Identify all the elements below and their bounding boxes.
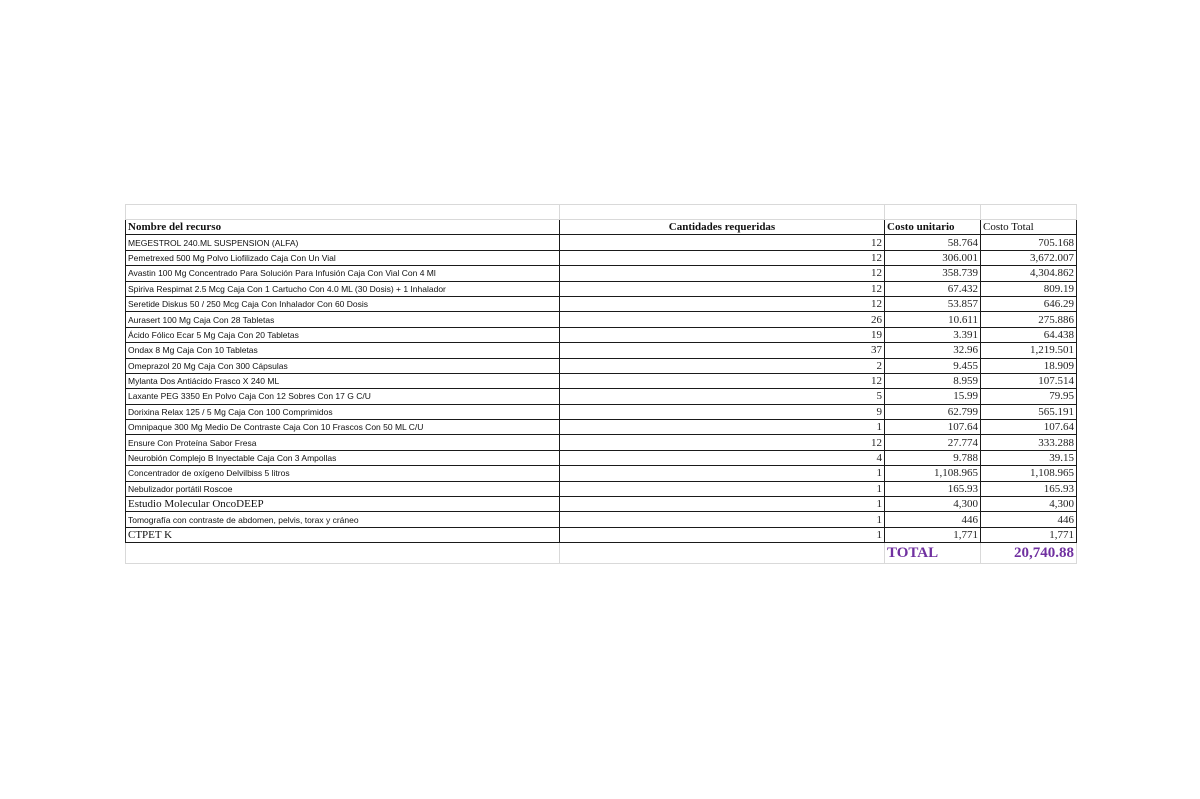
table-row [126,435,1077,450]
table-row [126,527,1077,542]
cell-total-cost[interactable]: 4,304.862 [981,266,1077,281]
cell-resource-name[interactable]: Nebulizador portátil Roscoe [126,481,560,496]
cell[interactable] [885,205,981,220]
header-total-cost[interactable]: Costo Total [981,220,1077,235]
cell-total-cost[interactable]: 107.514 [981,373,1077,388]
spreadsheet [125,204,1076,564]
table-row [126,312,1077,327]
cell-quantity[interactable]: 12 [560,296,885,311]
table-row [126,327,1077,342]
cell-total-cost[interactable]: 79.95 [981,389,1077,404]
cell-unit-cost[interactable]: 4,300 [885,497,981,512]
cell-quantity[interactable]: 1 [560,512,885,527]
cell-resource-name[interactable]: Aurasert 100 Mg Caja Con 28 Tabletas [126,312,560,327]
cell-total-cost[interactable]: 3,672.007 [981,250,1077,265]
cell-resource-name[interactable]: Spiriva Respimat 2.5 Mcg Caja Con 1 Cartucho Con 4.0 ML (30 Dosis) + 1 Inhalador [126,281,560,296]
cell-quantity[interactable]: 2 [560,358,885,373]
cell[interactable] [560,543,885,564]
cell-resource-name[interactable]: Seretide Diskus 50 / 250 Mcg Caja Con Inhalador Con 60 Dosis [126,296,560,311]
cell-unit-cost[interactable]: 32.96 [885,343,981,358]
cell-total-cost[interactable]: 1,219.501 [981,343,1077,358]
cell-total-cost[interactable]: 165.93 [981,481,1077,496]
cell-unit-cost[interactable]: 62.799 [885,404,981,419]
cell-resource-name[interactable]: Avastin 100 Mg Concentrado Para Solución Para Infusión Caja Con Vial Con 4 Ml [126,266,560,281]
table-row [126,404,1077,419]
cell-quantity[interactable]: 1 [560,466,885,481]
cell-unit-cost[interactable]: 53.857 [885,296,981,311]
cell-unit-cost[interactable]: 1,108.965 [885,466,981,481]
cell-resource-name[interactable]: Dorixina Relax 125 / 5 Mg Caja Con 100 Comprimidos [126,404,560,419]
cell-unit-cost[interactable]: 27.774 [885,435,981,450]
cell-quantity[interactable]: 37 [560,343,885,358]
header-row [126,220,1077,235]
cell-resource-name[interactable]: Ondax 8 Mg Caja Con 10 Tabletas [126,343,560,358]
cell-quantity[interactable]: 1 [560,481,885,496]
cell[interactable] [981,205,1077,220]
cell-resource-name[interactable]: Concentrador de oxígeno Delvilbiss 5 litros [126,466,560,481]
cell-total-cost[interactable]: 64.438 [981,327,1077,342]
cell-resource-name[interactable]: Omnipaque 300 Mg Medio De Contraste Caja Con 10 Frascos Con 50 ML C/U [126,420,560,435]
cell-quantity[interactable]: 12 [560,373,885,388]
table-row [126,266,1077,281]
cell-unit-cost[interactable]: 306.001 [885,250,981,265]
table-row [126,450,1077,465]
cell-total-cost[interactable]: 646.29 [981,296,1077,311]
cell-unit-cost[interactable]: 446 [885,512,981,527]
cell-quantity[interactable]: 12 [560,250,885,265]
header-unit-cost[interactable]: Costo unitario [885,220,981,235]
cell-resource-name[interactable]: Mylanta Dos Antiácido Frasco X 240 ML [126,373,560,388]
cell-total-cost[interactable]: 4,300 [981,497,1077,512]
total-value[interactable]: 20,740.88 [981,543,1077,564]
table-row [126,281,1077,296]
cell-quantity[interactable]: 1 [560,497,885,512]
table-row [126,358,1077,373]
cell-total-cost[interactable]: 565.191 [981,404,1077,419]
cell-quantity[interactable]: 12 [560,235,885,250]
cell-total-cost[interactable]: 446 [981,512,1077,527]
cell-resource-name[interactable]: CTPET K [126,527,560,542]
cell-total-cost[interactable]: 705.168 [981,235,1077,250]
cell-quantity[interactable]: 19 [560,327,885,342]
cell-total-cost[interactable]: 1,108.965 [981,466,1077,481]
cell-total-cost[interactable]: 275.886 [981,312,1077,327]
cell[interactable] [126,543,560,564]
cell-quantity[interactable]: 12 [560,281,885,296]
table-row [126,389,1077,404]
cell-total-cost[interactable]: 1,771 [981,527,1077,542]
cell-unit-cost[interactable]: 8.959 [885,373,981,388]
cell-resource-name[interactable]: Pemetrexed 500 Mg Polvo Liofilizado Caja Con Un Vial [126,250,560,265]
table-row [126,250,1077,265]
cell-resource-name[interactable]: Ácido Fólico Ecar 5 Mg Caja Con 20 Tabletas [126,327,560,342]
cell-total-cost[interactable]: 333.288 [981,435,1077,450]
cell-resource-name[interactable]: Laxante PEG 3350 En Polvo Caja Con 12 Sobres Con 17 G C/U [126,389,560,404]
cell-unit-cost[interactable]: 358.739 [885,266,981,281]
cell-unit-cost[interactable]: 58.764 [885,235,981,250]
cell-total-cost[interactable]: 39.15 [981,450,1077,465]
table-row [126,497,1077,512]
blank-row [126,205,1077,220]
table-row [126,296,1077,311]
table-row [126,235,1077,250]
cell-quantity[interactable]: 1 [560,420,885,435]
header-qty[interactable]: Cantidades requeridas [560,220,885,235]
header-name[interactable]: Nombre del recurso [126,220,560,235]
cell-resource-name[interactable]: Tomografía con contraste de abdomen, pelvis, torax y cráneo [126,512,560,527]
table-row [126,343,1077,358]
cell[interactable] [560,205,885,220]
total-label[interactable]: TOTAL [885,543,981,564]
table-row [126,512,1077,527]
cell-resource-name[interactable]: Neurobión Complejo B Inyectable Caja Con 3 Ampollas [126,450,560,465]
table-row [126,481,1077,496]
cell-unit-cost[interactable]: 67.432 [885,281,981,296]
cell-resource-name[interactable]: MEGESTROL 240.ML SUSPENSION (ALFA) [126,235,560,250]
cell-quantity[interactable]: 26 [560,312,885,327]
table-row [126,420,1077,435]
resource-cost-table [125,204,1077,564]
cell-quantity[interactable]: 12 [560,266,885,281]
cell-quantity[interactable]: 12 [560,435,885,450]
cell-total-cost[interactable]: 107.64 [981,420,1077,435]
cell-quantity[interactable]: 1 [560,527,885,542]
cell-total-cost[interactable]: 809.19 [981,281,1077,296]
cell-unit-cost[interactable]: 107.64 [885,420,981,435]
cell-unit-cost[interactable]: 15.99 [885,389,981,404]
cell[interactable] [126,205,560,220]
cell-resource-name[interactable]: Estudio Molecular OncoDEEP [126,497,560,512]
cell-unit-cost[interactable]: 3.391 [885,327,981,342]
cell-resource-name[interactable]: Omeprazol 20 Mg Caja Con 300 Cápsulas [126,358,560,373]
cell-unit-cost[interactable]: 10.611 [885,312,981,327]
table-row [126,373,1077,388]
cell-unit-cost[interactable]: 1,771 [885,527,981,542]
cell-unit-cost[interactable]: 165.93 [885,481,981,496]
cell-total-cost[interactable]: 18.909 [981,358,1077,373]
total-row [126,543,1077,564]
cell-unit-cost[interactable]: 9.788 [885,450,981,465]
cell-resource-name[interactable]: Ensure Con Proteína Sabor Fresa [126,435,560,450]
cell-quantity[interactable]: 4 [560,450,885,465]
cell-quantity[interactable]: 9 [560,404,885,419]
cell-unit-cost[interactable]: 9.455 [885,358,981,373]
cell-quantity[interactable]: 5 [560,389,885,404]
table-row [126,466,1077,481]
